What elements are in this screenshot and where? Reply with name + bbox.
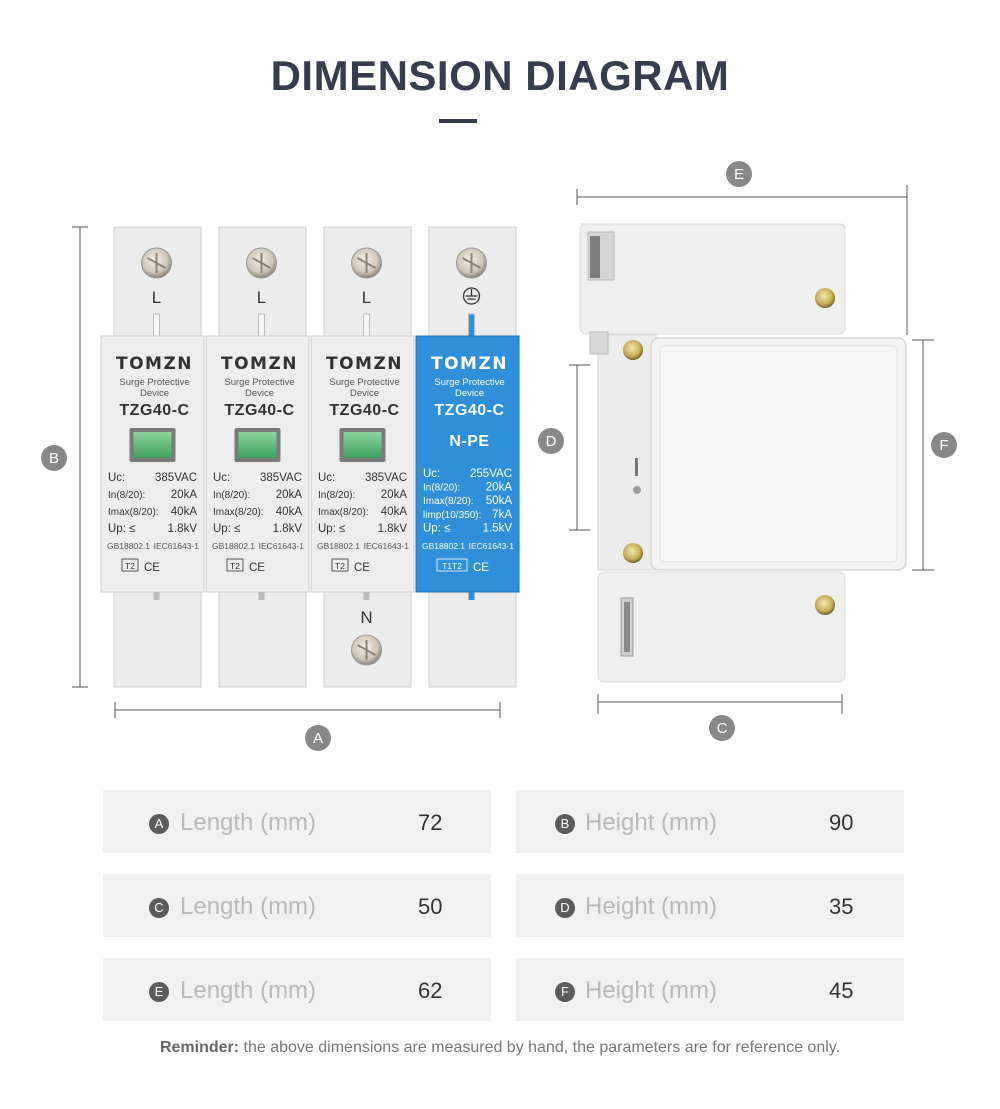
spec-value: 1.8kV xyxy=(167,523,197,535)
class-badge: T2 xyxy=(230,561,240,571)
spd-module xyxy=(311,227,414,687)
screw-icon xyxy=(815,288,835,308)
module-subtitle: Device xyxy=(244,388,275,399)
dimension-c xyxy=(598,694,842,741)
spec-value: 1.8kV xyxy=(272,523,302,535)
spec-label: Uc: xyxy=(318,472,336,484)
ce-mark: CE xyxy=(354,562,370,574)
spec-label: In(8/20): xyxy=(423,482,461,494)
dim-label: Height (mm) xyxy=(585,893,718,920)
module-subtitle: Surge Protective xyxy=(119,377,190,388)
spec-label: Imax(8/20): xyxy=(318,507,369,518)
spec-value: 40kA xyxy=(380,506,407,518)
dimension-row xyxy=(103,874,491,937)
dim-value: 35 xyxy=(829,894,854,919)
dim-letter-d: D xyxy=(545,433,557,450)
dim-label: Height (mm) xyxy=(585,809,718,836)
dim-letter-c: C xyxy=(716,720,728,737)
module-subtitle: Device xyxy=(139,388,170,399)
screw-icon xyxy=(815,595,835,615)
spec-label: Up: ≤ xyxy=(213,523,241,535)
spd-module xyxy=(101,227,204,687)
dim-label: Length (mm) xyxy=(180,809,317,836)
spec-value: 385VAC xyxy=(260,472,302,484)
model-number: TZG40-C xyxy=(224,402,295,419)
model-number: TZG40-C xyxy=(434,402,505,419)
side-view xyxy=(580,224,906,682)
spd-module xyxy=(206,227,309,687)
module-subtitle: Surge Protective xyxy=(329,377,400,388)
module-subtitle: Surge Protective xyxy=(434,377,505,388)
dim-value: 72 xyxy=(418,810,443,835)
module-subtitle: Device xyxy=(349,388,380,399)
standard-label: IEC61643-1 xyxy=(468,541,514,551)
reminder-note xyxy=(0,1039,1000,1057)
dimension-row xyxy=(516,790,904,853)
spec-label: limp(10/350): xyxy=(423,509,482,521)
reminder-text: the above dimensions are measured by hand, the parameters are for reference only. xyxy=(239,1039,841,1056)
spec-value: 20kA xyxy=(170,489,197,501)
spec-value: 50kA xyxy=(485,495,512,508)
spec-label: Up: ≤ xyxy=(423,522,451,535)
spec-label: In(8/20): xyxy=(108,490,146,501)
spec-label: Up: ≤ xyxy=(318,523,346,535)
ce-mark: CE xyxy=(473,562,489,574)
spec-label: In(8/20): xyxy=(213,490,251,501)
terminal-label: L xyxy=(361,288,372,307)
spec-value: 1.8kV xyxy=(377,523,407,535)
spec-value: 255VAC xyxy=(470,468,512,480)
status-window-indicator xyxy=(134,432,172,458)
spec-label: Imax(8/20): xyxy=(423,496,474,508)
terminal-label: L xyxy=(151,288,162,307)
spec-label: In(8/20): xyxy=(318,490,356,501)
standard-label: IEC61643-1 xyxy=(363,541,409,551)
spec-value: 20kA xyxy=(485,481,512,494)
class-badge: T1T2 xyxy=(442,561,462,571)
spec-label: Imax(8/20): xyxy=(108,507,159,518)
dim-badge-icon: F xyxy=(555,982,575,1002)
dim-badge-icon: D xyxy=(555,898,575,918)
spec-value: 40kA xyxy=(170,506,197,518)
dimension-row xyxy=(103,958,491,1021)
spec-value: 1.5kV xyxy=(482,522,512,535)
spec-label: Imax(8/20): xyxy=(213,507,264,518)
spec-value: 40kA xyxy=(275,506,302,518)
dim-badge-icon: A xyxy=(149,814,169,834)
status-window-indicator xyxy=(239,432,277,458)
spec-label: Uc: xyxy=(213,472,231,484)
spec-label: Uc: xyxy=(108,472,126,484)
class-badge: T2 xyxy=(335,561,345,571)
dim-label: Height (mm) xyxy=(585,977,718,1004)
spec-label: Up: ≤ xyxy=(108,523,136,535)
dim-value: 90 xyxy=(829,810,854,835)
front-view xyxy=(101,227,519,687)
dimension-row xyxy=(103,790,491,853)
spec-value: 20kA xyxy=(275,489,302,501)
spec-value: 385VAC xyxy=(365,472,407,484)
dimension-d xyxy=(538,365,590,530)
model-number: TZG40-C xyxy=(119,402,190,419)
sub-model: N-PE xyxy=(449,433,490,450)
standard-label: GB18802.1 xyxy=(422,541,466,551)
dimension-b xyxy=(41,227,88,687)
dim-label: Length (mm) xyxy=(180,977,317,1004)
class-badge: T2 xyxy=(125,561,135,571)
ce-mark: CE xyxy=(144,562,160,574)
dim-badge-icon: C xyxy=(149,898,169,918)
brand-logo: TOMZN xyxy=(430,354,509,374)
brand-logo: TOMZN xyxy=(115,354,194,374)
dim-value: 45 xyxy=(829,978,854,1003)
brand-logo: TOMZN xyxy=(325,354,404,374)
standard-label: GB18802.1 xyxy=(212,541,256,551)
spd-module xyxy=(416,227,519,687)
dim-letter-b: B xyxy=(48,450,60,467)
dim-badge-icon: E xyxy=(149,982,169,1002)
dim-label: Length (mm) xyxy=(180,893,317,920)
module-subtitle: Surge Protective xyxy=(224,377,295,388)
model-number: TZG40-C xyxy=(329,402,400,419)
dim-letter-f: F xyxy=(939,437,949,454)
spec-label: Uc: xyxy=(423,468,441,480)
standard-label: GB18802.1 xyxy=(317,541,361,551)
dim-value: 50 xyxy=(418,894,443,919)
standard-label: IEC61643-1 xyxy=(258,541,304,551)
status-window-indicator xyxy=(344,432,382,458)
screw-icon xyxy=(623,340,643,360)
dim-badge-icon: B xyxy=(555,814,575,834)
spec-value: 7kA xyxy=(492,508,512,521)
terminal-label: N xyxy=(360,608,373,627)
dimension-f xyxy=(912,340,957,570)
screw-icon xyxy=(623,543,643,563)
standard-label: IEC61643-1 xyxy=(153,541,199,551)
page-title: DIMENSION DIAGRAM xyxy=(270,52,730,99)
brand-logo: TOMZN xyxy=(220,354,299,374)
dim-letter-e: E xyxy=(733,166,745,183)
module-subtitle: Device xyxy=(454,388,485,399)
spec-value: 385VAC xyxy=(155,472,197,484)
spec-value: 20kA xyxy=(380,489,407,501)
dimension-a xyxy=(115,702,500,751)
dimension-row xyxy=(516,958,904,1021)
dimension-row xyxy=(516,874,904,937)
ce-mark: CE xyxy=(249,562,265,574)
dim-letter-a: A xyxy=(312,730,324,747)
reminder-label: Reminder: xyxy=(159,1039,240,1056)
standard-label: GB18802.1 xyxy=(107,541,151,551)
dim-value: 62 xyxy=(418,978,443,1003)
terminal-label: L xyxy=(256,288,267,307)
